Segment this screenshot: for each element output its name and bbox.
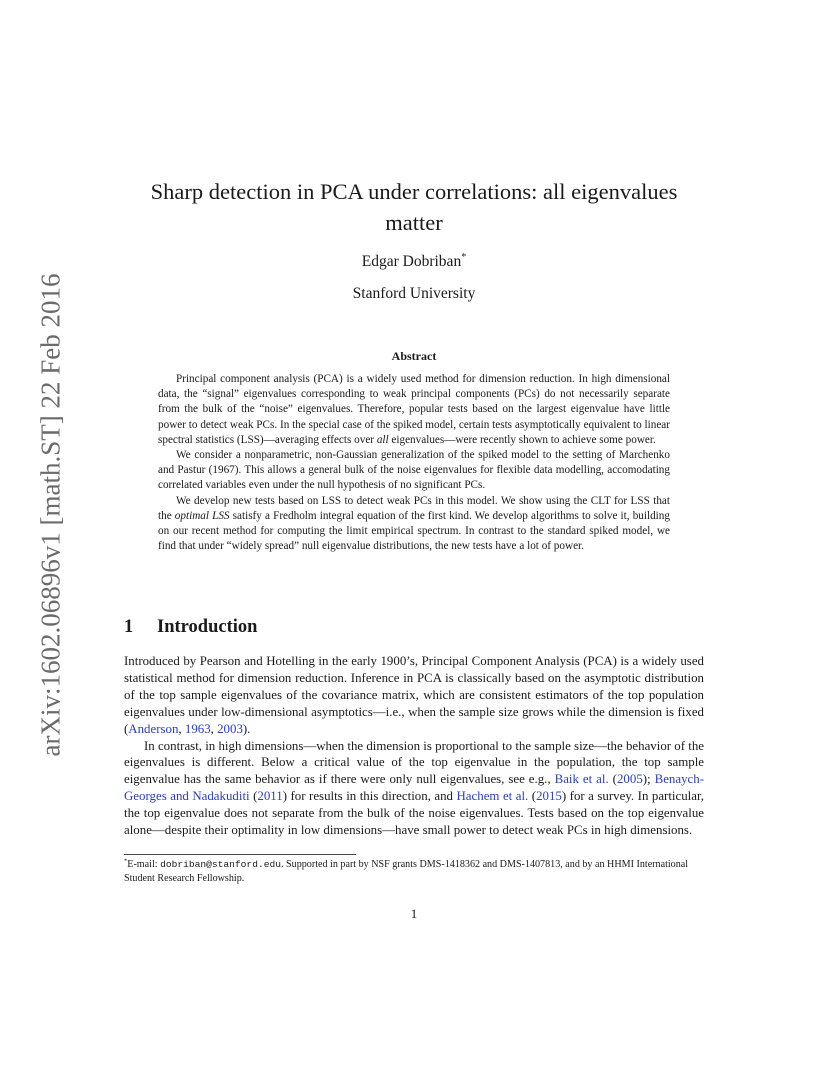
arxiv-identifier: arXiv:1602.06896v1 [math.ST] 22 Feb 2016 — [35, 273, 66, 757]
citation-link[interactable]: 1963 — [184, 721, 211, 736]
body-text: , — [210, 721, 218, 736]
page-number: 1 — [410, 906, 418, 921]
body-text: ( — [528, 789, 537, 804]
author-footnote-mark: * — [461, 251, 467, 263]
body-text: Introduced by Pearson and Hotelling in the early 1900’s, Principal Component Analysis (PCA) is a widely used statistical method for dimension reduction. Inference in PCA is classically based on the asymptotic distribution of the top sample eigenvalues of the covariance matrix, which are consistent estimators of the top population eigenvalues under low-dimensional asymptotics—i.e., when the sample size grows while the dimension is fixed ( — [124, 654, 704, 736]
footnote — [124, 858, 704, 885]
body-text: , — [178, 721, 185, 736]
citation-link[interactable]: Benaych-Georges and Nadakuditi — [124, 772, 705, 804]
author — [124, 253, 704, 271]
citation-link[interactable]: 2003 — [217, 721, 243, 736]
abstract-paragraph-1 — [158, 372, 670, 448]
introduction-body — [124, 653, 704, 839]
footnote-divider — [124, 854, 356, 855]
author-name: Edgar Dobriban — [361, 253, 462, 270]
abstract-paragraph-3 — [158, 494, 670, 555]
footnote-text: . Supported in part by NSF grants DMS-1418362 and DMS-1407813, and by an HHMI International Student Research Fellowship. — [124, 859, 689, 884]
body-text: In contrast, in high dimensions—when the dimension is proportional to the sample size—the behavior of the eigenvalues is different. Below a critical value of the top eigenvalue in the population, the top sample eigenvalue has the same behavior as if there were only null eigenvalues, see e.g., — [124, 738, 704, 787]
citation-link[interactable]: Hachem et al. — [456, 789, 529, 804]
footnote-email[interactable]: dobriban@stanford.edu — [160, 859, 281, 870]
citation-link[interactable]: 2005 — [616, 772, 643, 787]
citation-link[interactable]: Baik et al. — [554, 772, 609, 787]
abstract-heading: Abstract — [391, 349, 437, 363]
intro-paragraph-1 — [124, 653, 704, 738]
body-text: ) for a survey. In particular, the top eigenvalue does not separate from the bulk of the noise eigenvalues. Tests based on the top eigenvalue alone—despite their optimality in low dimensions—have small power to detect weak PCs in high dimensions. — [124, 789, 704, 838]
abstract-text: Principal component analysis (PCA) is a widely used method for dimension reduction. In high dimensional data, the “signal” eigenvalues corresponding to weak principal components (PCs) do not necessarily separate from the bulk of the “noise” eigenvalues. Therefore, popular tests based on the largest eigenvalue have little power to detect weak PCs. In the special case of the spiked model, certain tests asymptotically equivalent to linear spectral statistics (LSS)—averaging effects over — [158, 373, 670, 446]
footnote-label: E-mail: — [127, 859, 161, 870]
abstract-text: We develop new tests based on LSS to detect weak PCs in this model. We show using the CLT for LSS that the — [158, 494, 670, 522]
body-text: ( — [608, 772, 617, 787]
paper-title: Sharp detection in PCA under correlations: all eigenvalues matter — [150, 179, 678, 235]
abstract-text: satisfy a Fredholm integral equation of the first kind. We develop algorithms to solve it, building on our recent method for computing the limit empirical spectrum. In contrast to the standard spiked model, we find that under “widely spread” null eigenvalue distributions, the new tests have a lot of power. — [158, 509, 670, 553]
affiliation: Stanford University — [352, 285, 476, 302]
intro-paragraph-2 — [124, 738, 704, 839]
citation-link[interactable]: Anderson — [128, 721, 179, 736]
section-number: 1 — [124, 617, 134, 637]
abstract — [158, 372, 670, 554]
abstract-emphasis: all — [376, 433, 389, 446]
body-text: ) for results in this direction, and — [282, 789, 457, 804]
footnote-mark: * — [124, 857, 128, 865]
abstract-paragraph-2: We consider a nonparametric, non-Gaussian generalization of the spiked model to the setting of Marchenko and Pastur (1967). This allows a general bulk of the noise eigenvalues for flexible data modelling, accomodating correlated variables even under the null hypothesis of no significant PCs. — [158, 449, 670, 492]
body-text: ). — [242, 721, 251, 736]
section-heading — [124, 617, 257, 638]
citation-link[interactable]: 2011 — [257, 789, 283, 804]
abstract-emphasis: optimal LSS — [174, 509, 230, 522]
body-text: ); — [642, 772, 655, 787]
section-title: Introduction — [157, 617, 258, 637]
body-text: ( — [249, 789, 258, 804]
abstract-text: eigenvalues—were recently shown to achieve some power. — [388, 433, 656, 446]
citation-link[interactable]: 2015 — [536, 789, 562, 804]
